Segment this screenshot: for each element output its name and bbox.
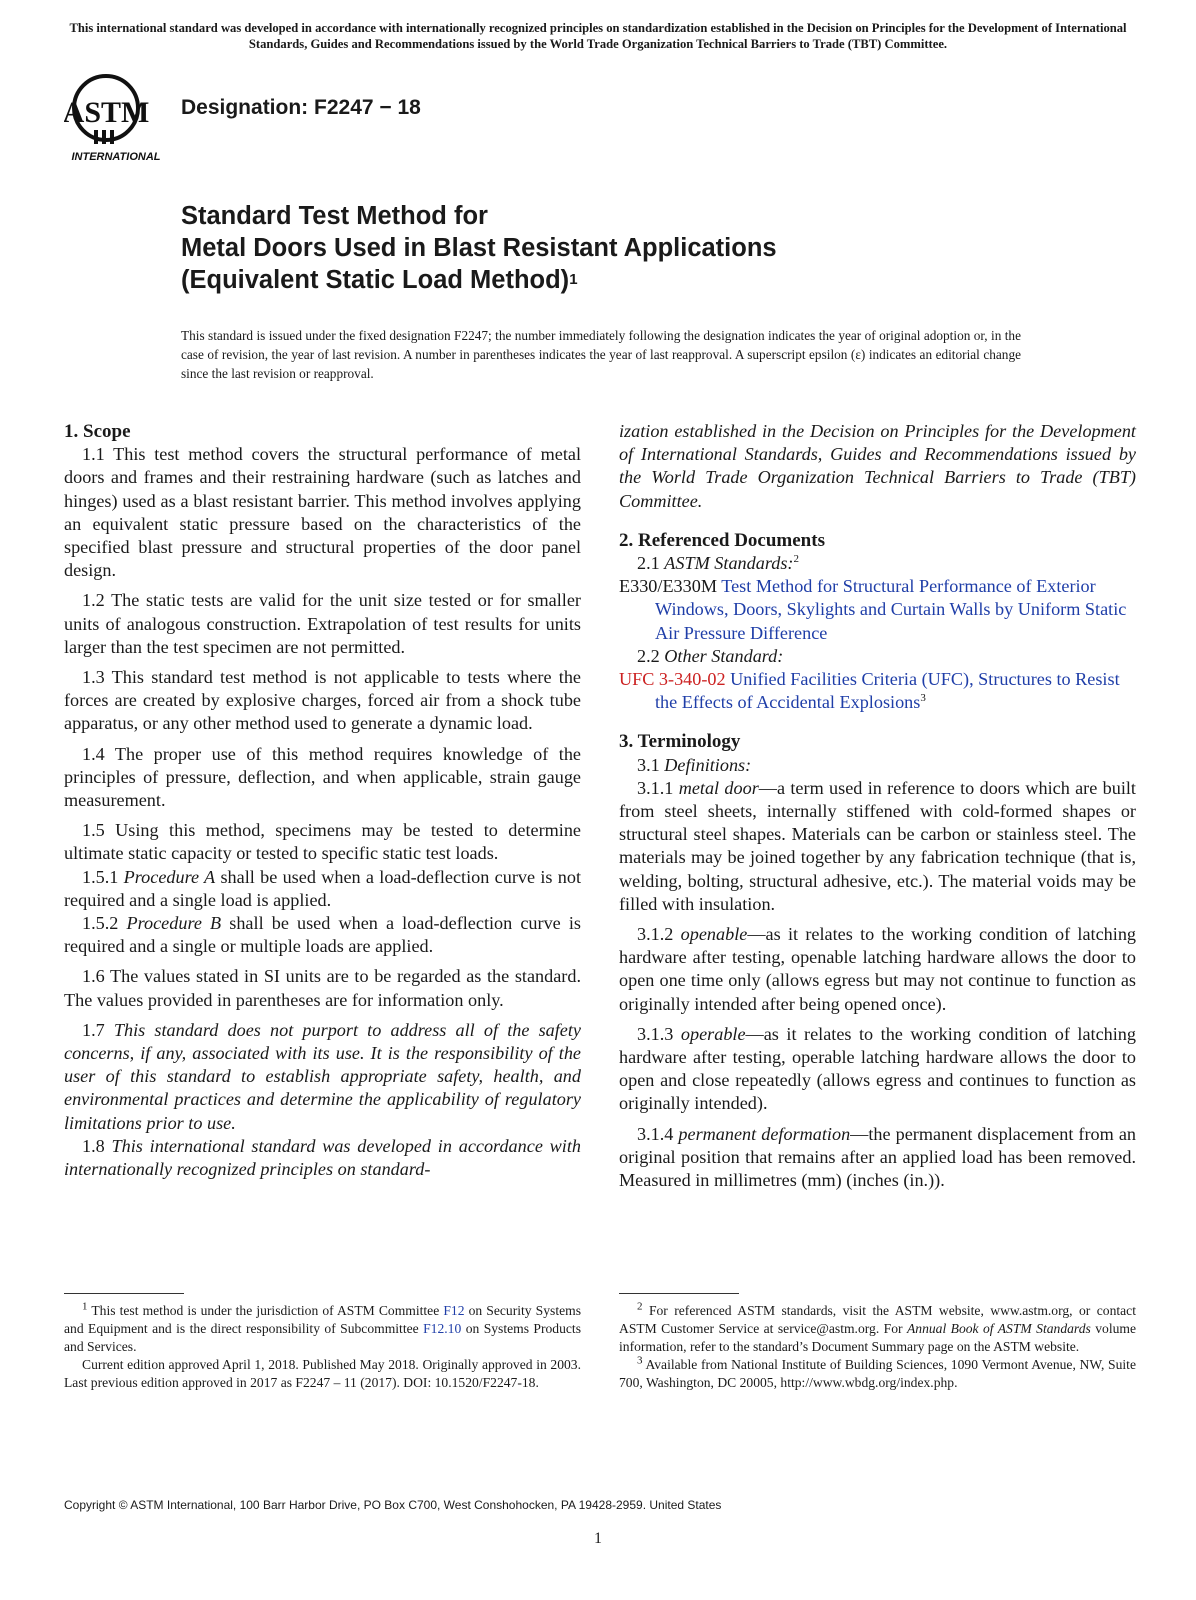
subcommittee-link[interactable]: F12.10 (423, 1321, 462, 1336)
document-title (181, 200, 1081, 300)
reference-code: E330/E330M (619, 576, 718, 597)
footnote-text: Available from National Institute of Building Sciences, 1090 Vermont Avenue, NW, Suite 700, Washington, DC 20005, http://www.wbdg.org/index.php. (619, 1357, 1136, 1390)
page-number: 1 (594, 1530, 602, 1547)
definition-permanent-deformation (619, 1123, 1136, 1193)
para-3-1 (619, 754, 1136, 777)
para-number: 3.1.1 (637, 777, 674, 798)
footnote-rule-right (619, 1293, 739, 1294)
footnotes-left (64, 1302, 581, 1392)
footnote-mark: 2 (793, 552, 799, 565)
copyright-line: Copyright © ASTM International, 100 Barr Harbor Drive, PO Box C700, West Conshohocken, PA 19428-2959. United States (64, 1498, 722, 1512)
para-1-8 (64, 1135, 581, 1181)
para-label: Definitions: (664, 754, 752, 775)
committee-link[interactable]: F12 (443, 1303, 465, 1318)
reference-link[interactable]: Unified Facilities Criteria (UFC), Structures to Resist the Effects of Accidental Explosions (655, 669, 1120, 713)
definition-operable (619, 1023, 1136, 1116)
reference-e330 (619, 575, 1136, 645)
definition-text: —as it relates to the working condition of latching hardware after testing, openable latching hardware allows the door to open one time only (allows egress but may not continue to function as originally intended after being opened once). (619, 924, 1137, 1014)
defined-term: openable (680, 924, 748, 945)
footnote-text-italic: Annual Book of ASTM Standards (906, 1321, 1091, 1336)
para-1-5: 1.5 Using this method, specimens may be tested to determine ultimate static capacity or tested to specific static test loads. (64, 820, 581, 864)
reference-code-link[interactable]: UFC 3-340-02 (619, 669, 726, 690)
definition-openable (619, 923, 1136, 1016)
title-line-3: (Equivalent Static Load Method) (181, 266, 570, 294)
para-1-6: 1.6 The values stated in SI units are to be regarded as the standard. The values provided in parentheses are for information only. (64, 966, 581, 1010)
title-line-2: Metal Doors Used in Blast Resistant Applications (181, 234, 777, 262)
title-line-1: Standard Test Method for (181, 202, 488, 230)
para-text: This international standard was developed in accordance with internationally recognized principles on standard- (64, 1135, 582, 1180)
definition-metal-door (619, 777, 1136, 916)
tbt-notice: This international standard was developed in accordance with internationally recognized principles on standardization established in the Decision on Principles for the Development of International Standards, Guides and Recommendations issued by the World Trade Organization Technical Barriers to Trade (TBT) Committee. (69, 21, 1127, 51)
footnote-text: For referenced ASTM standards, visit the ASTM website, www.astm.org, or contact ASTM Customer Service at service@astm.org. For (619, 1303, 1136, 1336)
para-1-8-continued: ization established in the Decision on Principles for the Development of International Standards, Guides and Recommendations issued by the World Trade Organization Technical Barriers to Trade (TBT) Committee. (619, 421, 1136, 511)
left-column (64, 420, 581, 1181)
footnote-mark: 2 (637, 1300, 643, 1313)
section-heading-scope: 1. Scope (64, 421, 131, 442)
para-1-5-2 (64, 912, 581, 958)
reference-ufc (619, 668, 1136, 714)
logo-subtext: INTERNATIONAL (71, 151, 161, 163)
footnote-mark: 3 (920, 692, 926, 705)
section-heading-terminology: 3. Terminology (619, 731, 741, 753)
footnote-text: This test method is under the jurisdiction of ASTM Committee (91, 1303, 440, 1318)
title-footnote-mark: 1 (569, 271, 578, 288)
defined-term: operable (680, 1023, 746, 1044)
footnote-3 (619, 1356, 1136, 1392)
astm-logo (64, 70, 168, 166)
footnote-mark: 3 (637, 1354, 643, 1367)
definition-text: —as it relates to the working condition of latching hardware after testing, operable latching hardware allows the door to open and close repeatedly (allows egress and continues to function as originally intended). (619, 1023, 1136, 1114)
footnote-rule-left (64, 1293, 184, 1294)
section-heading-referenced-documents: 2. Referenced Documents (619, 529, 825, 551)
para-term: Procedure A (123, 866, 216, 887)
para-number: 3.1.2 (637, 924, 674, 945)
right-column (619, 420, 1136, 1192)
footnote-1-edition: Current edition approved April 1, 2018. Published May 2018. Originally approved in 2003. Last previous edition approved in 2017 as F2247 – 11 (2017). DOI: 10.1520/F2247-18. (64, 1357, 581, 1390)
para-number: 2.1 (637, 553, 660, 574)
footnote-text: on Security Systems and Equipment and is the direct responsibility of Subcommittee (64, 1303, 582, 1336)
footnote-1 (64, 1302, 581, 1356)
para-label: ASTM Standards: (664, 553, 794, 574)
para-number: 2.2 (637, 645, 660, 666)
para-1-5-1 (64, 866, 581, 912)
definition-text: —the permanent displacement from an original position that remains after an applied load has been removed. Measured in millimetres (mm) (inches (in.)). (619, 1123, 1136, 1191)
issue-note: This standard is issued under the fixed designation F2247; the number immediately following the designation indicates the year of original adoption or, in the case of revision, the year of last revision. A number in parentheses indicates the year of last reapproval. A superscript epsilon (ε) indicates an editorial change since the last revision or reapproval. (181, 328, 1021, 381)
para-text: shall be used when a load-deflection curve is not required and a single load is applied. (64, 866, 581, 910)
para-number: 3.1.3 (637, 1023, 674, 1044)
para-text: shall be used when a load-deflection curve is required and a single or multiple loads are applied. (64, 913, 582, 957)
para-number: 1.5.2 (82, 913, 119, 934)
para-2-2 (619, 645, 1136, 668)
para-1-4: 1.4 The proper use of this method requires knowledge of the principles of pressure, deflection, and when applicable, strain gauge measurement. (64, 743, 581, 811)
para-number: 3.1.4 (637, 1123, 674, 1144)
para-number: 1.8 (82, 1135, 105, 1156)
para-text: This standard does not purport to address all of the safety concerns, if any, associated with its use. It is the responsibility of the user of this standard to establish appropriate safety, health, and environmental practices and determine the applicability of regulatory limitations prior to use. (64, 1019, 581, 1133)
footnotes-right (619, 1302, 1136, 1392)
para-1-7 (64, 1019, 581, 1135)
footnote-text: on Systems Products and Services. (64, 1321, 582, 1354)
para-number: 1.7 (82, 1019, 105, 1040)
footnote-mark: 1 (82, 1300, 88, 1313)
para-label: Other Standard: (664, 645, 784, 666)
para-number: 3.1 (637, 754, 660, 775)
defined-term: metal door (678, 777, 759, 798)
footnote-2 (619, 1302, 1136, 1356)
para-1-3: 1.3 This standard test method is not applicable to tests where the forces are created by explosive charges, forced air from a shock tube apparatus, or any other method used to generate a dynamic load. (64, 667, 581, 734)
para-term: Procedure B (126, 913, 222, 934)
designation: Designation: F2247 − 18 (181, 96, 421, 119)
logo-text: ASTM (64, 96, 150, 129)
defined-term: permanent deformation (678, 1123, 851, 1144)
para-1-1: 1.1 This test method covers the structural performance of metal doors and frames and their restraining hardware (such as latches and hinges) used as a blast resistant barrier. This method involves applying an equivalent static pressure based on the characteristics of the specified blast pressure and structural properties of the door panel design. (64, 444, 581, 581)
reference-link[interactable]: Test Method for Structural Performance of Exterior Windows, Doors, Skylights and Curtain Walls by Uniform Static Air Pressure Difference (655, 576, 1127, 643)
definition-text: —a term used in reference to doors which are built from steel sheets, internally stiffened with cold-formed shapes or structural steel shapes. Materials can be carbon or stainless steel. The materials may be joined together by any fabrication technique (that is, welding, bolting, structural adhesive, etc.). The material voids may be filled with insulation. (619, 777, 1136, 914)
footnote-text: volume information, refer to the standard’s Document Summary page on the ASTM website. (619, 1321, 1136, 1354)
para-number: 1.5.1 (82, 866, 119, 887)
para-1-2: 1.2 The static tests are valid for the unit size tested or for smaller units of analogous construction. Extrapolation of test results for units larger than the test specimen are not permitted. (64, 590, 581, 657)
para-2-1 (619, 552, 1136, 575)
